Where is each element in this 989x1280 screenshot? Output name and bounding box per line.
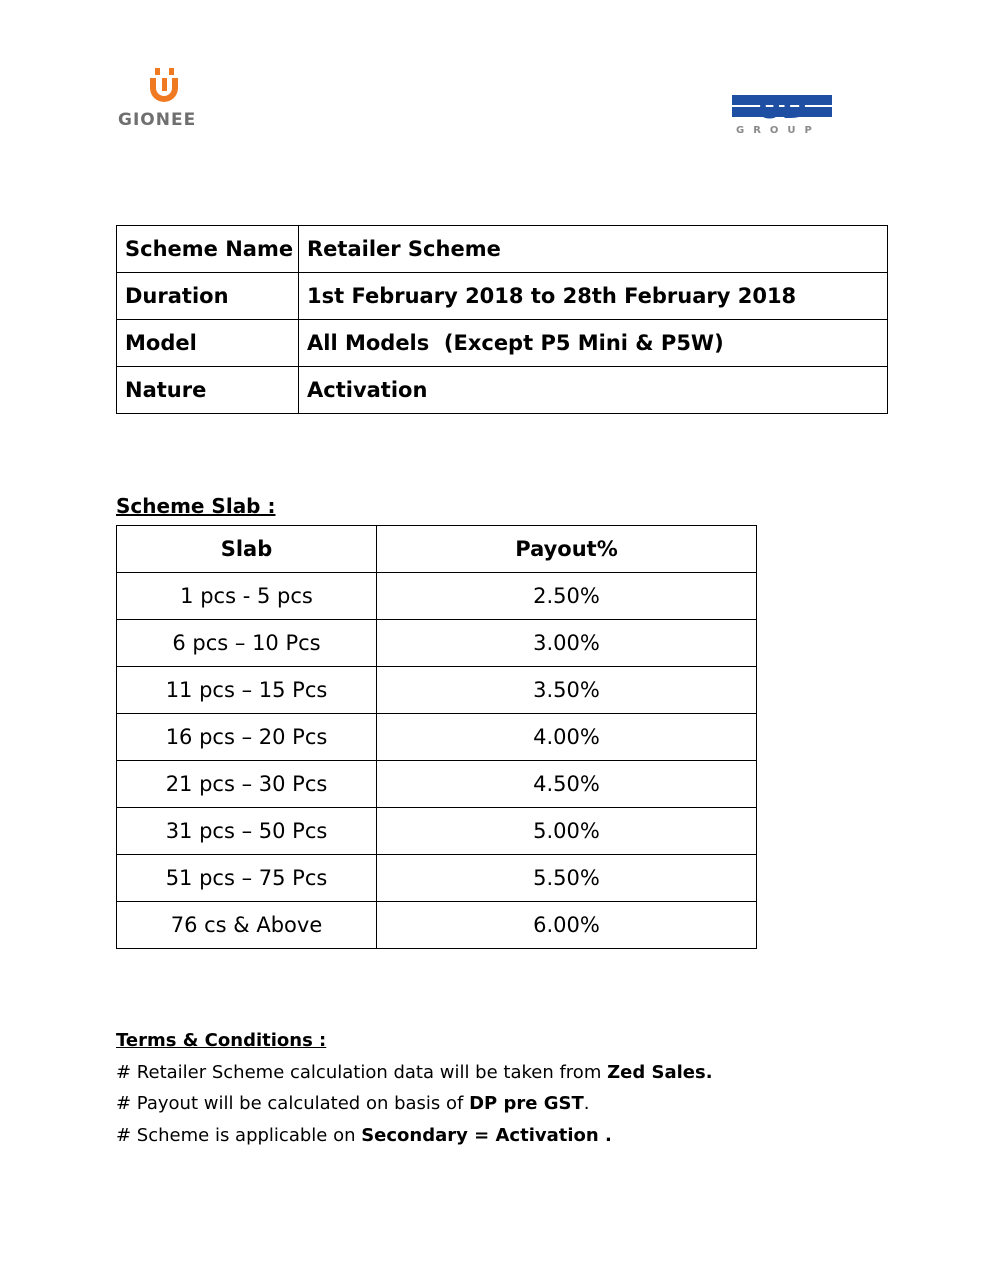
term-text: # Retailer Scheme calculation data will be taken from	[116, 1062, 608, 1083]
table-header-row	[117, 526, 757, 573]
table-row	[117, 320, 888, 367]
table-row	[117, 226, 888, 273]
term-item-secondary-activation	[116, 1125, 612, 1146]
payout-cell: 5.00%	[377, 808, 757, 855]
payout-cell: 5.50%	[377, 855, 757, 902]
terms-title: Terms & Conditions :	[116, 1030, 327, 1051]
ud-logo-mark: UD	[757, 92, 807, 124]
table-row	[117, 902, 757, 949]
payout-cell: 6.00%	[377, 902, 757, 949]
slab-cell: 31 pcs – 50 Pcs	[117, 808, 377, 855]
nature-value: Activation	[299, 367, 888, 414]
term-item-dp-pre-gst	[116, 1093, 589, 1114]
payout-cell: 4.00%	[377, 714, 757, 761]
nature-label: Nature	[117, 367, 299, 414]
model-label: Model	[117, 320, 299, 367]
payout-header: Payout%	[377, 526, 757, 573]
duration-value: 1st February 2018 to 28th February 2018	[299, 273, 888, 320]
slab-cell: 11 pcs – 15 Pcs	[117, 667, 377, 714]
table-row	[117, 714, 757, 761]
slab-cell: 1 pcs - 5 pcs	[117, 573, 377, 620]
gionee-logo	[118, 66, 204, 130]
term-bold-text: Secondary = Activation .	[361, 1125, 612, 1146]
gionee-logo-text: GIONEE	[118, 110, 197, 130]
table-row	[117, 855, 757, 902]
term-bold-text: DP pre GST	[469, 1093, 584, 1114]
table-row	[117, 808, 757, 855]
scheme-slab-title: Scheme Slab :	[116, 494, 276, 518]
ud-group-logo	[732, 92, 834, 142]
ud-logo-subtext: GROUP	[736, 125, 821, 136]
scheme-name-label: Scheme Name	[117, 226, 299, 273]
scheme-slab-table	[116, 525, 757, 949]
table-row	[117, 573, 757, 620]
payout-cell: 2.50%	[377, 573, 757, 620]
slab-header: Slab	[117, 526, 377, 573]
table-row	[117, 667, 757, 714]
slab-cell: 16 pcs – 20 Pcs	[117, 714, 377, 761]
term-text: # Payout will be calculated on basis of	[116, 1093, 470, 1114]
slab-cell: 76 cs & Above	[117, 902, 377, 949]
ud-logo-icon	[732, 92, 832, 124]
slab-cell: 21 pcs – 30 Pcs	[117, 761, 377, 808]
term-text: # Scheme is applicable on	[116, 1125, 362, 1146]
slab-cell: 51 pcs – 75 Pcs	[117, 855, 377, 902]
table-row	[117, 273, 888, 320]
scheme-info-table	[116, 225, 888, 414]
term-item-zed-sales	[116, 1062, 713, 1083]
term-bold-text: Zed Sales.	[607, 1062, 713, 1083]
payout-cell: 3.50%	[377, 667, 757, 714]
term-suffix: .	[583, 1093, 590, 1114]
payout-cell: 4.50%	[377, 761, 757, 808]
slab-cell: 6 pcs – 10 Pcs	[117, 620, 377, 667]
gionee-logo-icon	[144, 66, 184, 106]
model-value: All Models (Except P5 Mini & P5W)	[299, 320, 888, 367]
table-row	[117, 367, 888, 414]
table-row	[117, 620, 757, 667]
scheme-name-value: Retailer Scheme	[299, 226, 888, 273]
duration-label: Duration	[117, 273, 299, 320]
table-row	[117, 761, 757, 808]
payout-cell: 3.00%	[377, 620, 757, 667]
